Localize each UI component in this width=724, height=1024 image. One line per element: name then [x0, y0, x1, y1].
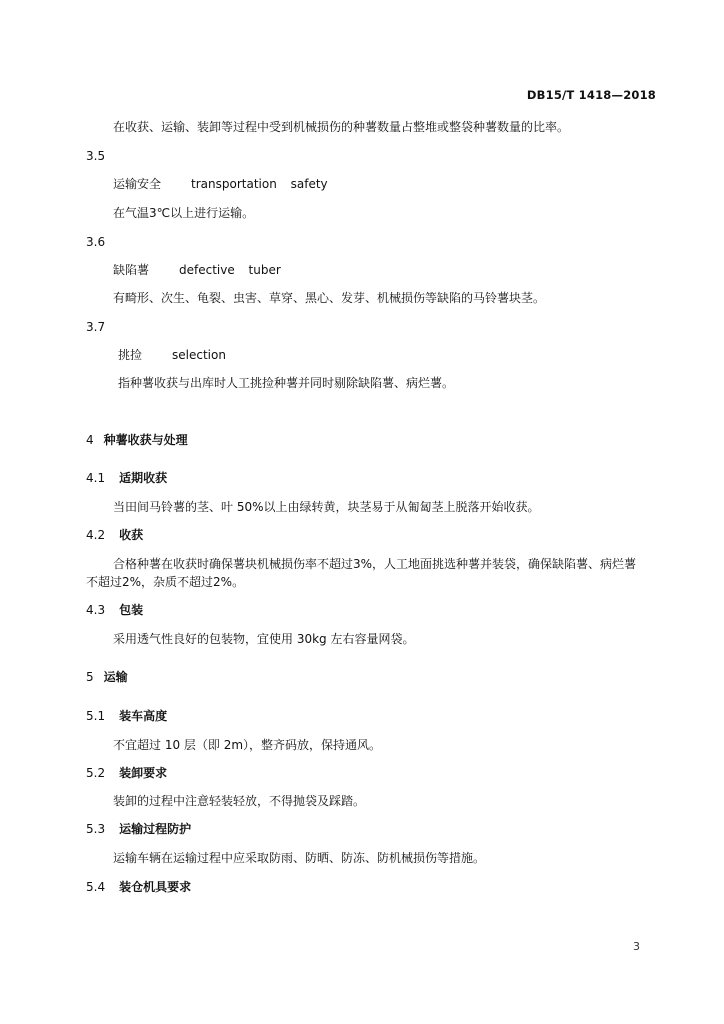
term-cn: 运输安全 [113, 177, 162, 191]
chapter-number: 4 [86, 433, 94, 447]
section-number: 5.4 [86, 880, 106, 894]
section-title: 适期收获 [119, 471, 168, 485]
section-number: 4.2 [86, 528, 106, 542]
section-title: 运输过程防护 [119, 822, 192, 836]
paragraph-5-3: 运输车辆在运输过程中应采取防雨、防晒、防冻、防机械损伤等措施。 [113, 851, 486, 865]
paragraph-4-2-line1: 合格种薯在收获时确保薯块机械损伤率不超过3%，人工地面挑选种薯并装袋，确保缺陷薯、病烂薯 [113, 557, 637, 571]
section-title: 装仓机具要求 [119, 880, 192, 894]
section-heading-5-4 [86, 879, 191, 895]
header-rule [84, 106, 656, 107]
term-cn: 挑捡 [118, 348, 143, 362]
definition-3-5: 在气温3℃以上进行运输。 [113, 206, 255, 220]
term-3-7 [118, 347, 226, 363]
intro-paragraph: 在收获、运输、装卸等过程中受到机械损伤的种薯数量占整堆或整袋种薯数量的比率。 [113, 120, 570, 134]
definition-3-6: 有畸形、次生、龟裂、虫害、草穿、黑心、发芽、机械损伤等缺陷的马铃薯块茎。 [113, 291, 546, 305]
definition-3-7: 指种薯收获与出库时人工挑捡种薯并同时剔除缺陷薯、病烂薯。 [118, 376, 455, 390]
paragraph-4-1: 当田间马铃薯的茎、叶 50%以上由绿转黄，块茎易于从匍匐茎上脱落开始收获。 [113, 500, 540, 514]
section-title: 装车高度 [119, 709, 168, 723]
section-heading-5-1 [86, 708, 167, 724]
standard-code: DB15/T 1418—2018 [526, 88, 656, 102]
paragraph-4-2-line2: 不超过2%，杂质不超过2%。 [86, 575, 245, 589]
chapter-heading-4 [86, 432, 188, 448]
section-heading-4-3 [86, 602, 143, 618]
section-number: 5.3 [86, 822, 106, 836]
chapter-title: 运输 [103, 670, 128, 684]
section-number: 5.1 [86, 709, 106, 723]
section-heading-4-2 [86, 527, 143, 543]
section-number: 4.1 [86, 471, 106, 485]
section-number: 5.2 [86, 766, 106, 780]
section-title: 装卸要求 [119, 766, 168, 780]
paragraph-4-3: 采用透气性良好的包装物，宜使用 30kg 左右容量网袋。 [113, 632, 415, 646]
paragraph-5-1: 不宜超过 10 层（即 2m），整齐码放，保持通风。 [113, 738, 382, 752]
term-3-5 [113, 176, 328, 192]
section-heading-4-1 [86, 470, 167, 486]
chapter-title: 种薯收获与处理 [103, 433, 188, 447]
term-en: transportation safety [191, 177, 328, 191]
page-number: 3 [633, 940, 640, 953]
section-title: 包装 [119, 603, 144, 617]
term-3-6 [113, 262, 281, 278]
section-title: 收获 [119, 528, 144, 542]
term-cn: 缺陷薯 [113, 263, 150, 277]
section-number: 4.3 [86, 603, 106, 617]
paragraph-5-2: 装卸的过程中注意轻装轻放，不得抛袋及踩踏。 [113, 794, 366, 808]
clause-number-3-6: 3.6 [86, 235, 106, 249]
clause-number-3-7: 3.7 [86, 320, 106, 334]
section-heading-5-2 [86, 765, 167, 781]
chapter-heading-5 [86, 669, 128, 685]
term-en: selection [172, 348, 226, 362]
section-heading-5-3 [86, 821, 191, 837]
chapter-number: 5 [86, 670, 94, 684]
clause-number-3-5: 3.5 [86, 149, 106, 163]
term-en: defective tuber [179, 263, 281, 277]
